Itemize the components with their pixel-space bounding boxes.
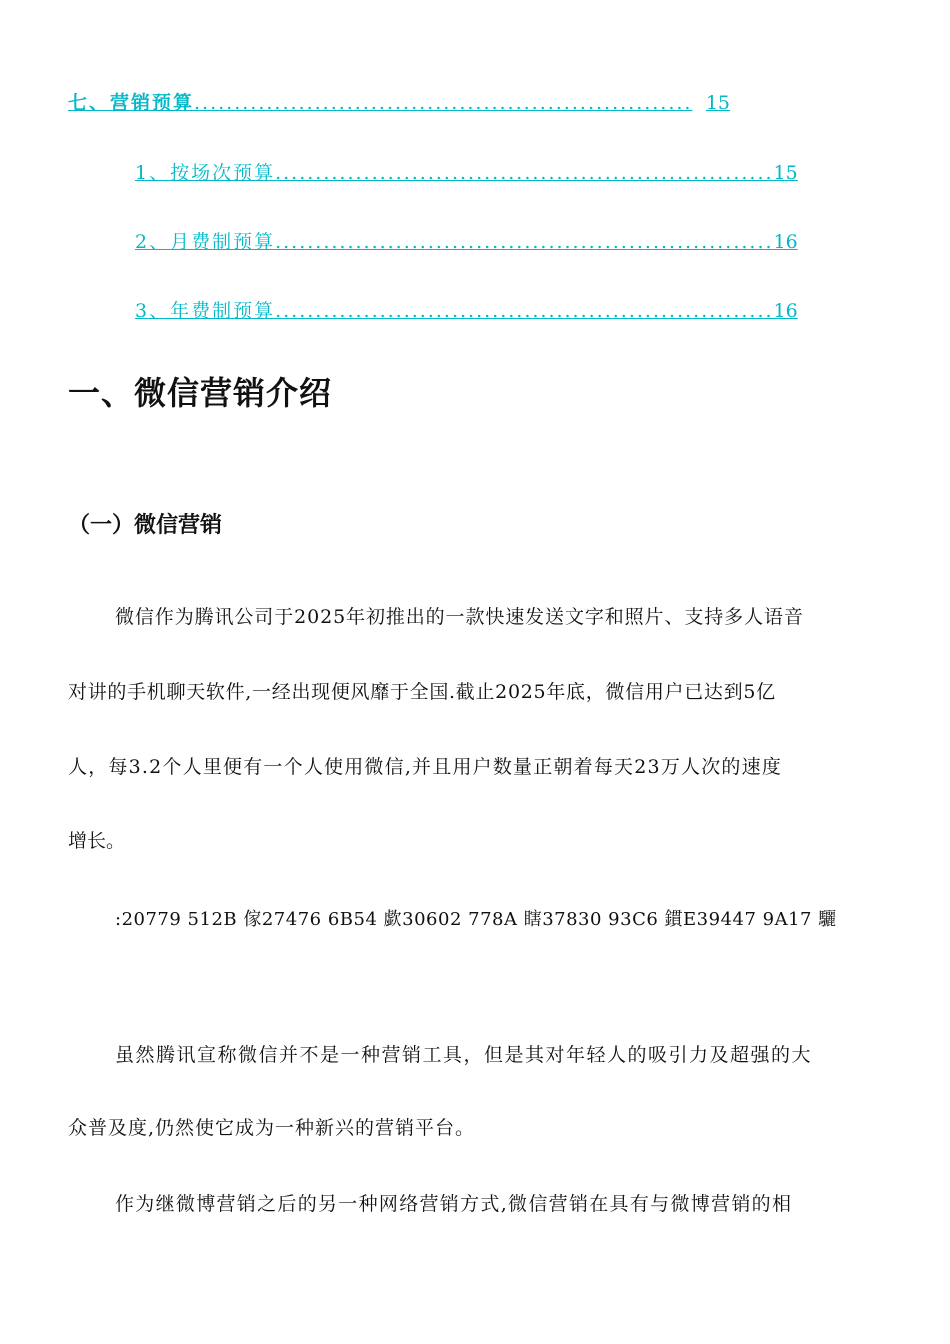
toc-leader-dots: .............................................................. <box>275 231 774 253</box>
toc-page-number: 15 <box>705 92 730 114</box>
toc-page-number: 16 <box>773 231 798 253</box>
toc-entry-title: 七、营销预算 <box>68 92 195 114</box>
paragraph-line: 增长。 <box>68 830 126 852</box>
toc-entry-monthly-budget[interactable] <box>135 227 798 254</box>
toc-page-number: 16 <box>773 300 798 322</box>
paragraph-line: 微信作为腾讯公司于2025年初推出的一款快速发送文字和照片、支持多人语音 <box>115 606 804 628</box>
paragraph-line: 虽然腾讯宣称微信并不是一种营销工具，但是其对年轻人的吸引力及超强的大 <box>115 1044 813 1066</box>
toc-entry-annual-budget[interactable] <box>135 296 798 323</box>
subsection-heading: （一）微信营销 <box>68 513 223 538</box>
paragraph-line: 人，每3.2个人里便有一个人使用微信,并且用户数量正朝着每天23万人次的速度 <box>68 756 783 778</box>
paragraph-line: 对讲的手机聊天软件,一经出现便风靡于全国.截止2025年底，微信用户已达到5亿 <box>68 681 776 703</box>
toc-entry-title: 1、按场次预算 <box>135 162 276 184</box>
garbled-text-line: :20779 512B 傢27476 6B54 歔30602 778A 瞎37830 93C6 鏆E39447 9A17 驪 <box>115 909 837 930</box>
toc-leader-dots: .............................................................. <box>194 92 693 114</box>
toc-entry-title: 2、月费制预算 <box>135 231 276 253</box>
paragraph-line: 作为继微博营销之后的另一种网络营销方式,微信营销在具有与微博营销的相 <box>115 1193 793 1215</box>
toc-entry-title: 3、年费制预算 <box>135 300 276 322</box>
toc-entry-marketing-budget[interactable] <box>68 88 730 115</box>
paragraph-line: 众普及度,仍然使它成为一种新兴的营销平台。 <box>68 1117 476 1139</box>
section-heading: 一、微信营销介绍 <box>68 374 333 412</box>
toc-page-number: 15 <box>773 162 798 184</box>
toc-leader-dots: .............................................................. <box>275 162 774 184</box>
toc-leader-dots: .............................................................. <box>275 300 774 322</box>
toc-entry-per-event-budget[interactable] <box>135 158 798 185</box>
